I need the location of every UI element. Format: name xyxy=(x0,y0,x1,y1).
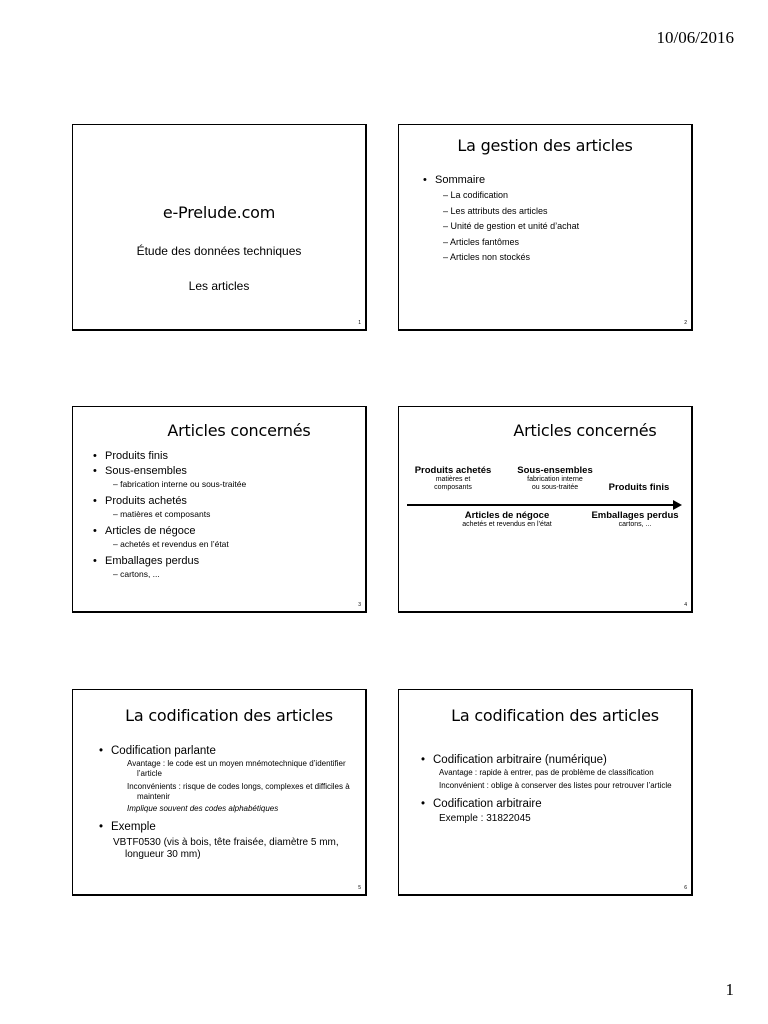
slide-1 xyxy=(72,124,367,331)
list-subitem: – fabrication interne ou sous-traitée xyxy=(113,479,247,489)
slide-number: 5 xyxy=(358,885,361,891)
list-item: • Sous-ensembles xyxy=(93,464,246,479)
list-item: • Sommaire xyxy=(423,173,579,188)
slide-6 xyxy=(398,689,693,896)
diagram-caption: achetés et revendus en l’état xyxy=(462,521,552,528)
diagram-node-finished xyxy=(595,482,683,493)
page-number: 1 xyxy=(725,980,734,999)
bullet-list xyxy=(423,173,579,266)
list-item: – Articles fantômes xyxy=(443,236,520,247)
diagram-label: Produits finis xyxy=(608,482,670,493)
slide-title: Articles concernés xyxy=(167,421,311,440)
example-text: Exemple : 31822045 xyxy=(439,813,531,824)
list-item: • Exemple xyxy=(99,820,361,835)
diagram-caption: ou sous-traitée xyxy=(531,484,579,491)
list-subitem xyxy=(99,782,361,802)
diagram-label: Sous-ensembles xyxy=(517,465,593,476)
list-item: – La codification xyxy=(443,190,509,200)
diagram-caption: cartons, ... xyxy=(618,521,652,528)
diagram-node-trade xyxy=(437,510,577,529)
advantage-text: Avantage : le code est un moyen mnémotechnique d’identifier l’article xyxy=(127,759,346,778)
slide-number: 3 xyxy=(358,602,361,608)
list-subitem xyxy=(99,837,361,861)
slide-title: e-Prelude.com xyxy=(162,203,276,222)
bullet-list xyxy=(93,449,246,580)
diagram-node-subassemblies xyxy=(507,465,603,492)
list-subitem xyxy=(421,781,683,791)
diagram-caption: composants xyxy=(434,484,472,491)
list-item: • Emballages perdus xyxy=(93,554,246,569)
slide-number: 6 xyxy=(684,885,687,891)
list-subitem xyxy=(421,768,683,778)
slide-number: 2 xyxy=(684,320,687,326)
list-subitem: – achetés et revendus en l’état xyxy=(113,539,229,549)
diagram-caption: fabrication interne xyxy=(527,476,583,483)
list-item: • Codification arbitraire (numérique) xyxy=(421,753,683,768)
slide-number: 1 xyxy=(358,320,361,326)
slide-subtitle: Étude des données techniques xyxy=(136,244,302,258)
slide-title: La codification des articles xyxy=(451,706,659,725)
slide-5 xyxy=(72,689,367,896)
slide-title: La codification des articles xyxy=(125,706,333,725)
list-item: • Produits finis xyxy=(93,449,246,464)
page-date: 10/06/2016 xyxy=(656,28,734,47)
drawback-text: Inconvénients : risque de codes longs, complexes et difficiles à maintenir xyxy=(127,782,350,801)
flow-arrow-line xyxy=(407,504,675,506)
diagram-node-packaging xyxy=(585,510,685,529)
diagram-node-purchased xyxy=(405,465,501,492)
slide-number: 4 xyxy=(684,602,687,608)
list-subitem: – matières et composants xyxy=(113,509,211,519)
list-item: – Articles non stockés xyxy=(443,252,531,262)
diagram-label: Emballages perdus xyxy=(591,510,679,521)
advantage-text: Avantage : rapide à entrer, pas de problème de classification xyxy=(439,768,654,777)
list-item: – Unité de gestion et unité d’achat xyxy=(443,221,580,231)
note-text: Implique souvent des codes alphabétiques xyxy=(127,804,279,813)
list-item: • Produits achetés xyxy=(93,494,246,509)
list-item: • Codification parlante xyxy=(99,744,361,759)
list-item: • Articles de négoce xyxy=(93,524,246,539)
list-subitem: – cartons, ... xyxy=(113,569,160,579)
flow-arrow-head xyxy=(673,500,682,510)
example-text: VBTF0530 (vis à bois, tête fraisée, diamètre 5 mm, longueur 30 mm) xyxy=(113,837,339,860)
slide-title: Articles concernés xyxy=(513,421,657,440)
bullet-list xyxy=(99,744,361,861)
slide-title: La gestion des articles xyxy=(457,136,633,155)
list-item: • Codification arbitraire xyxy=(421,797,683,812)
diagram-label: Articles de négoce xyxy=(464,510,550,521)
slide-2 xyxy=(398,124,693,331)
slide-subtitle: Les articles xyxy=(188,279,250,293)
slide-4 xyxy=(398,406,693,613)
list-item: – Les attributs des articles xyxy=(443,205,548,216)
diagram-label: Produits achetés xyxy=(414,465,492,476)
bullet-list xyxy=(421,753,683,825)
slide-3 xyxy=(72,406,367,613)
list-subitem xyxy=(99,759,361,779)
drawback-text: Inconvénient : oblige à conserver des listes pour retrouver l’article xyxy=(439,781,672,790)
diagram-caption: matières et xyxy=(435,476,471,483)
